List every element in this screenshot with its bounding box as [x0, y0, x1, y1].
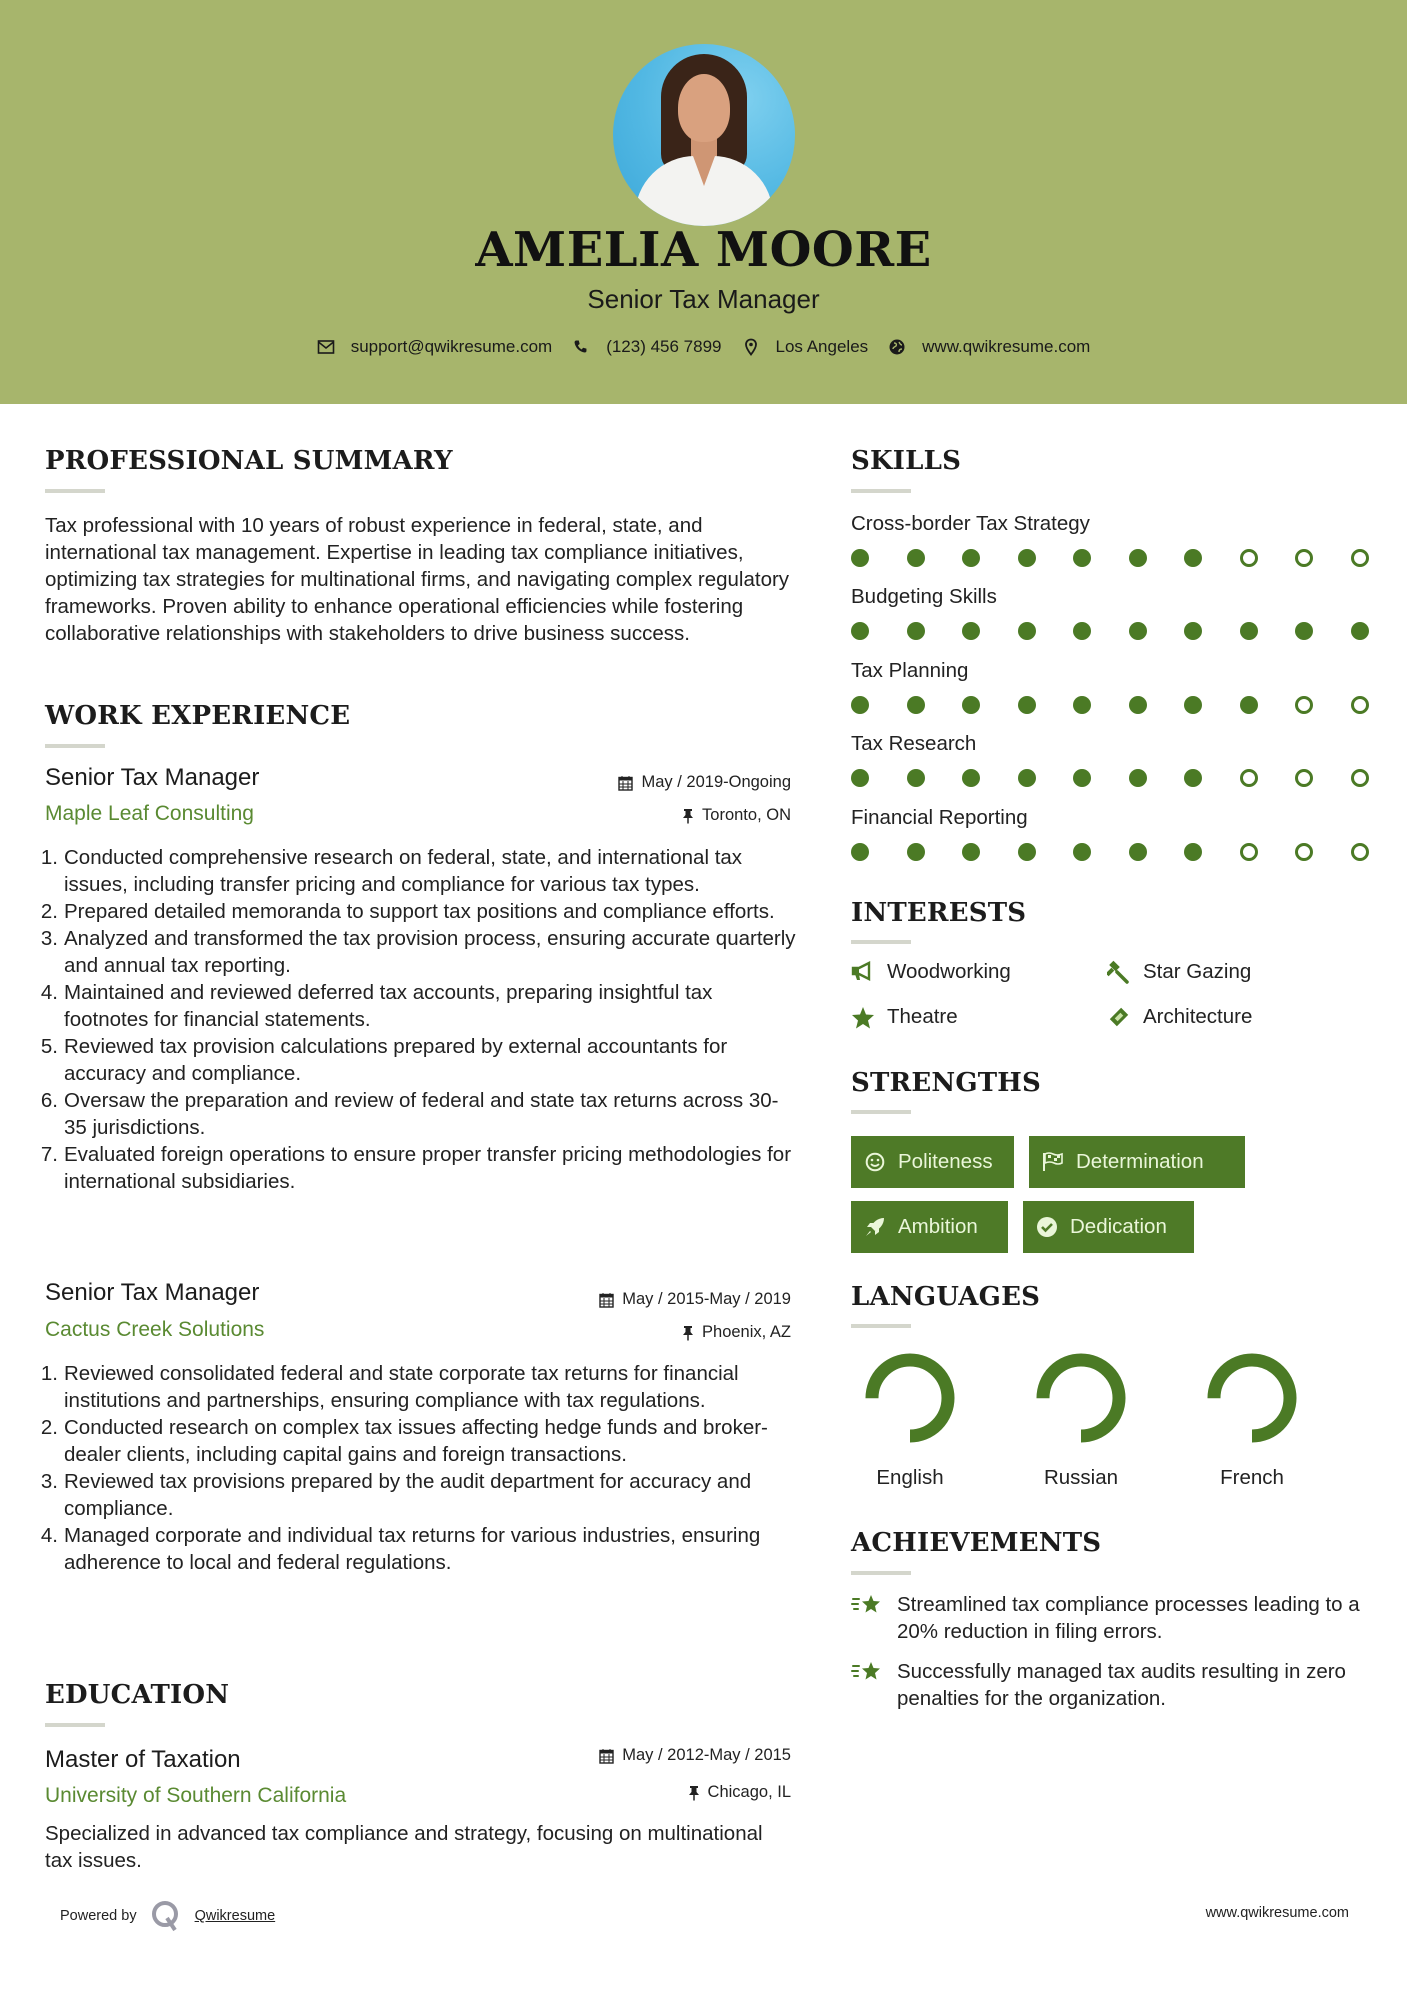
contact-phone[interactable]	[572, 337, 721, 357]
calendar-icon	[599, 1748, 614, 1764]
footer-powered-by	[60, 1900, 275, 1932]
profile-photo	[613, 44, 795, 226]
list-item: 1. Reviewed consolidated federal and state corporate tax returns for financial institutions and partnerships, ensuring compliance with tax regulations.	[40, 1362, 739, 1412]
rating-dot-filled	[907, 843, 925, 861]
flag-checkered-icon	[1042, 1151, 1064, 1173]
rating-dot-filled	[962, 843, 980, 861]
interest-item	[1107, 960, 1251, 984]
shooting-star-icon	[851, 1658, 883, 1686]
summary-text: Tax professional with 10 years of robust experience in federal, state, and international tax management. Expertise in leading tax compliance initiatives, optimizing tax strategies for multinational firms, and navigating complex regulatory frameworks. Proven ability to enhance operational efficiencies while fostering collaborative relationships with stakeholders to drive business success.	[45, 514, 790, 645]
rating-dot-filled	[1018, 696, 1036, 714]
rating-dot-filled	[851, 696, 869, 714]
megaphone-icon	[851, 960, 875, 984]
rocket-icon	[864, 1216, 886, 1238]
rating-dot-filled	[1129, 549, 1147, 567]
skill-rating	[851, 843, 1406, 861]
rating-dot-filled	[962, 549, 980, 567]
rating-dot-empty	[1295, 769, 1313, 787]
education-location-text: Chicago, IL	[707, 1783, 791, 1801]
job-2-responsibilities	[36, 1360, 796, 1576]
contact-email[interactable]	[317, 337, 553, 357]
rating-dot-empty	[1351, 696, 1369, 714]
rating-dot-filled	[1129, 622, 1147, 640]
language-progress-ring	[1035, 1352, 1127, 1444]
contact-website[interactable]	[888, 337, 1090, 357]
qwikresume-logo-icon	[151, 1900, 181, 1932]
rating-dot-filled	[1018, 622, 1036, 640]
contact-location-text: Los Angeles	[775, 337, 869, 356]
language-label: English	[876, 1466, 944, 1489]
rating-dot-empty	[1351, 549, 1369, 567]
rating-dot-empty	[1295, 696, 1313, 714]
qwikresume-link[interactable]: Qwikresume	[194, 1908, 276, 1924]
candidate-title: Senior Tax Manager	[587, 284, 820, 314]
job-1-responsibilities	[36, 844, 796, 1195]
education-heading: EDUCATION	[45, 1680, 230, 1710]
education-dates-text: May / 2012-May / 2015	[622, 1746, 791, 1764]
rating-dot-empty	[1295, 843, 1313, 861]
rating-dot-empty	[1240, 843, 1258, 861]
candidate-name: AMELIA MOORE	[475, 222, 932, 278]
rating-dot-filled	[962, 696, 980, 714]
languages-heading: LANGUAGES	[851, 1282, 1041, 1312]
envelope-icon	[317, 338, 335, 356]
ticket-icon	[1107, 1005, 1131, 1029]
rating-dot-filled	[1073, 696, 1091, 714]
language-progress-ring	[864, 1352, 956, 1444]
rating-dot-filled	[1018, 549, 1036, 567]
rating-dot-empty	[1240, 769, 1258, 787]
summary-rule	[45, 489, 105, 493]
interest-label: Woodworking	[887, 960, 1011, 983]
strength-badge	[851, 1136, 1014, 1188]
rating-dot-filled	[907, 549, 925, 567]
list-item: 6. Oversaw the preparation and review of federal and state tax returns across 30-35 jurisdictions.	[40, 1089, 779, 1139]
gavel-icon	[1107, 960, 1131, 984]
rating-dot-filled	[851, 769, 869, 787]
language-progress-ring	[1206, 1352, 1298, 1444]
photo-collar	[693, 156, 715, 186]
smile-icon	[864, 1151, 886, 1173]
rating-dot-filled	[1129, 843, 1147, 861]
rating-dot-filled	[1351, 622, 1369, 640]
rating-dot-filled	[962, 769, 980, 787]
interest-label: Architecture	[1143, 1005, 1253, 1028]
language-item	[1026, 1352, 1136, 1490]
experience-rule	[45, 744, 105, 748]
rating-dot-filled	[1184, 769, 1202, 787]
education-degree: Master of Taxation	[45, 1746, 241, 1773]
rating-dot-filled	[1018, 769, 1036, 787]
interests-heading: INTERESTS	[851, 898, 1027, 928]
rating-dot-filled	[851, 843, 869, 861]
resume-header	[0, 0, 1407, 404]
list-item: 3. Reviewed tax provisions prepared by the audit department for accuracy and compliance.	[40, 1470, 752, 1520]
job-2-location	[682, 1323, 791, 1342]
rating-dot-filled	[1295, 622, 1313, 640]
job-2-dates	[599, 1290, 791, 1309]
powered-by-label: Powered by	[60, 1908, 137, 1924]
interest-item	[851, 1005, 958, 1029]
pushpin-icon	[688, 1785, 700, 1801]
rating-dot-empty	[1295, 549, 1313, 567]
photo-face	[678, 74, 730, 142]
star-icon	[851, 1005, 875, 1029]
job-2-title: Senior Tax Manager	[45, 1279, 260, 1306]
skill-rating	[851, 549, 1406, 567]
job-1-location	[682, 806, 791, 825]
education-location	[688, 1783, 791, 1802]
strengths-heading: STRENGTHS	[851, 1068, 1042, 1098]
education-rule	[45, 1723, 105, 1727]
rating-dot-filled	[1073, 769, 1091, 787]
achievement-item	[851, 1658, 1381, 1712]
achievements-heading: ACHIEVEMENTS	[851, 1528, 1102, 1558]
skill-name: Budgeting Skills	[851, 585, 997, 608]
strength-label: Ambition	[898, 1215, 978, 1238]
skill-name: Financial Reporting	[851, 806, 1028, 829]
rating-dot-filled	[1129, 769, 1147, 787]
contact-location	[742, 337, 869, 357]
achievements-rule	[851, 1571, 911, 1575]
list-item: 7. Evaluated foreign operations to ensure proper transfer pricing methodologies for international subsidiaries.	[40, 1143, 792, 1193]
rating-dot-empty	[1351, 843, 1369, 861]
rating-dot-filled	[962, 622, 980, 640]
footer-url[interactable]: www.qwikresume.com	[1205, 1905, 1349, 1921]
rating-dot-filled	[907, 696, 925, 714]
skill-name: Tax Research	[851, 732, 977, 755]
strengths-rule	[851, 1110, 911, 1114]
rating-dot-filled	[1184, 622, 1202, 640]
achievement-item	[851, 1591, 1381, 1645]
language-item	[1197, 1352, 1307, 1490]
rating-dot-filled	[1240, 622, 1258, 640]
rating-dot-filled	[1018, 843, 1036, 861]
rating-dot-filled	[907, 769, 925, 787]
contact-phone-text: (123) 456 7899	[606, 337, 722, 356]
strength-badge	[1029, 1136, 1245, 1188]
rating-dot-filled	[1184, 696, 1202, 714]
job-1-dates	[618, 773, 791, 792]
rating-dot-filled	[851, 549, 869, 567]
job-1-company: Maple Leaf Consulting	[45, 802, 254, 825]
list-item: 1. Conducted comprehensive research on federal, state, and international tax issues, including transfer pricing and compliance for various tax types.	[40, 846, 743, 896]
rating-dot-filled	[1073, 549, 1091, 567]
rating-dot-filled	[1184, 549, 1202, 567]
rating-dot-empty	[1240, 549, 1258, 567]
strength-label: Politeness	[898, 1150, 993, 1173]
interest-item	[1107, 1005, 1252, 1029]
rating-dot-filled	[1240, 696, 1258, 714]
rating-dot-filled	[1184, 843, 1202, 861]
job-2-location-text: Phoenix, AZ	[702, 1323, 791, 1341]
rating-dot-filled	[907, 622, 925, 640]
skill-rating	[851, 622, 1406, 640]
job-1-dates-text: May / 2019-Ongoing	[641, 773, 791, 791]
skill-name: Tax Planning	[851, 659, 969, 682]
skills-rule	[851, 489, 911, 493]
job-2-dates-text: May / 2015-May / 2019	[622, 1290, 791, 1308]
contact-website-text: www.qwikresume.com	[922, 337, 1091, 356]
achievement-text: Successfully managed tax audits resulting in zero penalties for the organization.	[897, 1660, 1346, 1710]
language-label: French	[1220, 1466, 1284, 1489]
rating-dot-filled	[1073, 622, 1091, 640]
skill-rating	[851, 769, 1406, 787]
check-circle-icon	[1036, 1216, 1058, 1238]
language-item	[855, 1352, 965, 1490]
language-label: Russian	[1043, 1466, 1119, 1489]
interest-item	[851, 960, 1011, 984]
skill-name: Cross-border Tax Strategy	[851, 512, 1090, 535]
list-item: 2. Conducted research on complex tax issues affecting hedge funds and broker-dealer clients, including capital gains and foreign transactions.	[40, 1416, 768, 1466]
strength-badge	[1023, 1201, 1194, 1253]
contact-bar	[0, 337, 1407, 357]
list-item: 2. Prepared detailed memoranda to support tax positions and compliance efforts.	[40, 900, 775, 923]
job-1-location-text: Toronto, ON	[702, 806, 791, 824]
rating-dot-filled	[851, 622, 869, 640]
calendar-icon	[599, 1292, 614, 1308]
shooting-star-icon	[851, 1591, 883, 1619]
strength-label: Determination	[1076, 1150, 1204, 1173]
summary-heading: PROFESSIONAL SUMMARY	[45, 446, 453, 476]
job-2-company: Cactus Creek Solutions	[45, 1318, 265, 1341]
rating-dot-filled	[1129, 696, 1147, 714]
rating-dot-filled	[1073, 843, 1091, 861]
languages-rule	[851, 1324, 911, 1328]
strength-label: Dedication	[1070, 1215, 1167, 1238]
achievement-text: Streamlined tax compliance processes leading to a 20% reduction in filing errors.	[897, 1593, 1360, 1643]
contact-email-text: support@qwikresume.com	[350, 337, 553, 356]
calendar-icon	[618, 775, 633, 791]
phone-icon	[572, 338, 590, 356]
experience-heading: WORK EXPERIENCE	[45, 701, 351, 731]
education-school: University of Southern California	[45, 1784, 347, 1807]
interest-label: Theatre	[887, 1005, 958, 1028]
interests-rule	[851, 940, 911, 944]
skills-heading: SKILLS	[851, 446, 962, 476]
education-description: Specialized in advanced tax compliance and strategy, focusing on multinational tax issues.	[45, 1822, 763, 1872]
list-item: 4. Managed corporate and individual tax returns for various industries, ensuring adherence to local and federal regulations.	[40, 1524, 761, 1574]
job-1-title: Senior Tax Manager	[45, 764, 260, 791]
interest-label: Star Gazing	[1143, 960, 1252, 983]
globe-icon	[888, 338, 906, 356]
list-item: 5. Reviewed tax provision calculations prepared by external accountants for accuracy and compliance.	[40, 1035, 728, 1085]
list-item: 4. Maintained and reviewed deferred tax accounts, preparing insightful tax footnotes for financial statements.	[40, 981, 713, 1031]
list-item: 3. Analyzed and transformed the tax provision process, ensuring accurate quarterly and annual tax reporting.	[40, 927, 796, 977]
map-pin-icon	[742, 338, 760, 356]
skill-rating	[851, 696, 1406, 714]
strength-badge	[851, 1201, 1008, 1253]
education-dates	[599, 1746, 791, 1765]
pushpin-icon	[682, 1325, 694, 1341]
rating-dot-empty	[1351, 769, 1369, 787]
pushpin-icon	[682, 808, 694, 824]
